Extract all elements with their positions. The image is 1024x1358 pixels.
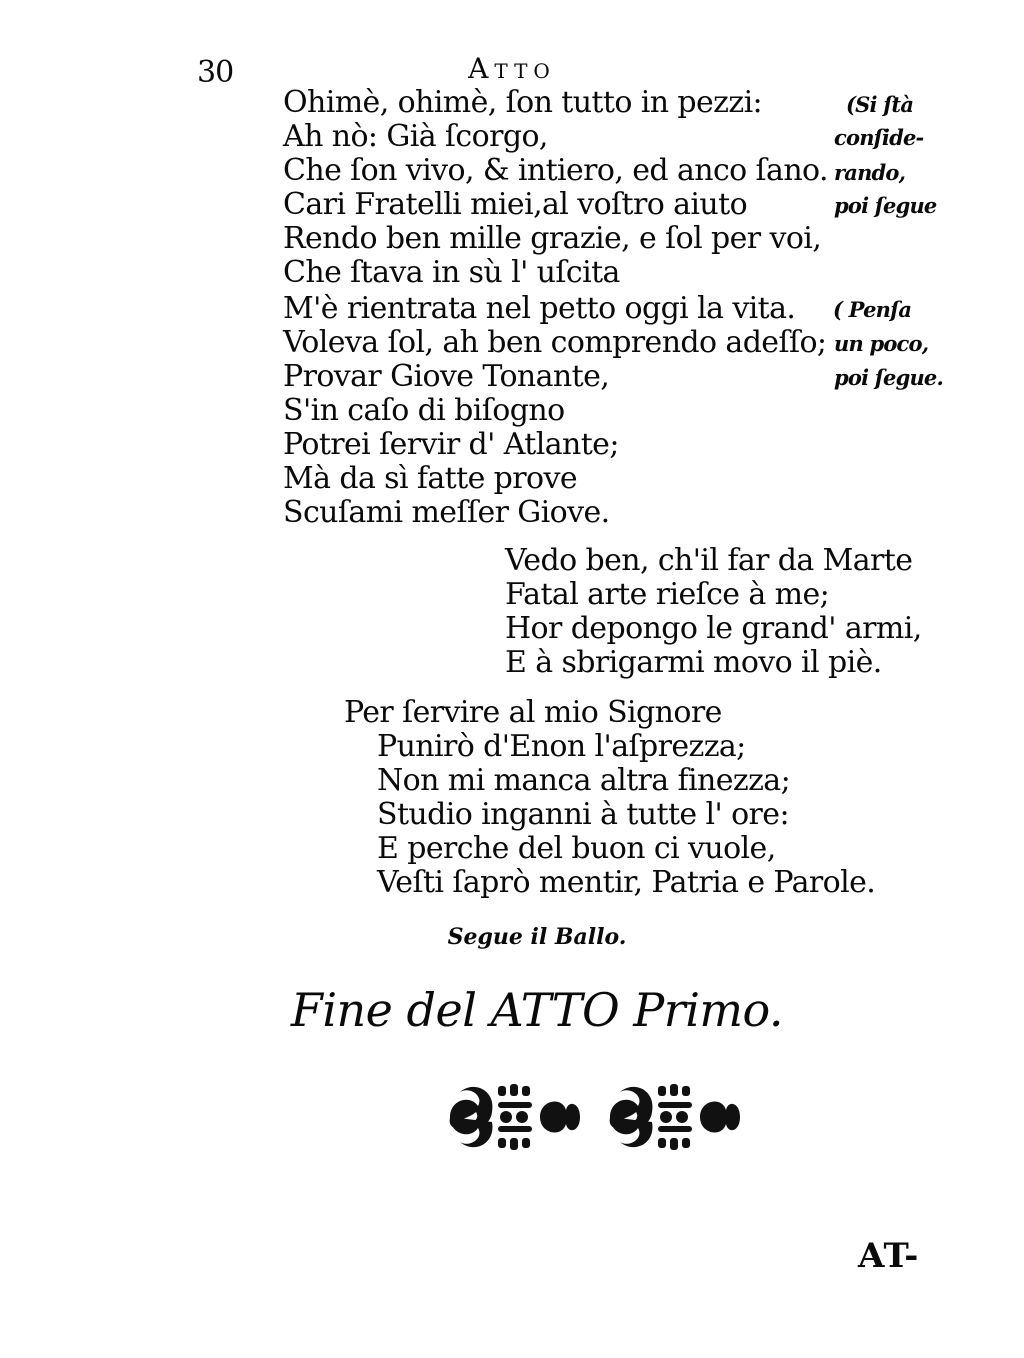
verse-line: Studio inganni à tutte l' ore:: [377, 797, 789, 832]
page-number: 30: [197, 55, 234, 90]
stage-direction: poi ſegue.: [834, 365, 943, 390]
verse-line: Potrei ſervir d' Atlante;: [283, 427, 619, 462]
verse-line: Che ſon vivo, & intiero, ed anco ſano.: [283, 153, 828, 188]
stage-direction: rando,: [834, 160, 906, 185]
verse-line: E perche del buon ci vuole,: [377, 831, 776, 866]
verse-line: M'è rientrata nel petto oggi la vita.: [283, 291, 796, 326]
verse-line: Scuſami meſſer Giove.: [283, 495, 610, 530]
verse-line: Hor depongo le grand' armi,: [505, 611, 922, 646]
fleuron-ornament-icon: [440, 1072, 760, 1162]
stage-direction: un poco,: [834, 331, 929, 356]
verse-line: Vedo ben, ch'il far da Marte: [505, 543, 913, 578]
stage-direction: (Si ſtà: [846, 92, 914, 117]
act-end-title: Fine del ATTO Primo.: [290, 983, 784, 1037]
verse-line: Rendo ben mille grazie, e ſol per voi,: [283, 221, 822, 256]
verse-line: Provar Giove Tonante,: [283, 359, 610, 394]
verse-line: Punirò d'Enon l'aſprezza;: [377, 729, 746, 764]
running-title: Atto: [468, 52, 556, 85]
verse-line: E à sbrigarmi movo il piè.: [505, 645, 882, 680]
verse-line: Fatal arte rieſce à me;: [505, 577, 830, 612]
verse-line: Cari Fratelli miei,al voſtro aiuto: [283, 187, 748, 222]
stage-direction: ( Penſa: [833, 297, 912, 322]
stage-direction: poi ſegue: [834, 193, 937, 218]
stage-direction: conſide-: [834, 125, 924, 150]
verse-line: Voleva ſol, ah ben comprendo adeſſo;: [283, 325, 827, 360]
verse-line: Ah nò: Già ſcorgo,: [283, 119, 548, 154]
verse-line: Per ſervire al mio Signore: [344, 695, 722, 730]
catchword: AT-: [858, 1236, 920, 1276]
verse-line: Non mi manca altra finezza;: [377, 763, 791, 798]
verse-line: Che ſtava in sù l' uſcita: [283, 255, 620, 290]
verse-line: Ohimè, ohimè, ſon tutto in pezzi:: [283, 85, 763, 120]
verse-line: Veſti ſaprò mentir, Patria e Parole.: [377, 865, 876, 900]
verse-line: S'in caſo di biſogno: [283, 393, 565, 428]
verse-line: Mà da sì fatte prove: [283, 461, 577, 496]
stage-direction-segue: Segue il Ballo.: [447, 924, 627, 950]
